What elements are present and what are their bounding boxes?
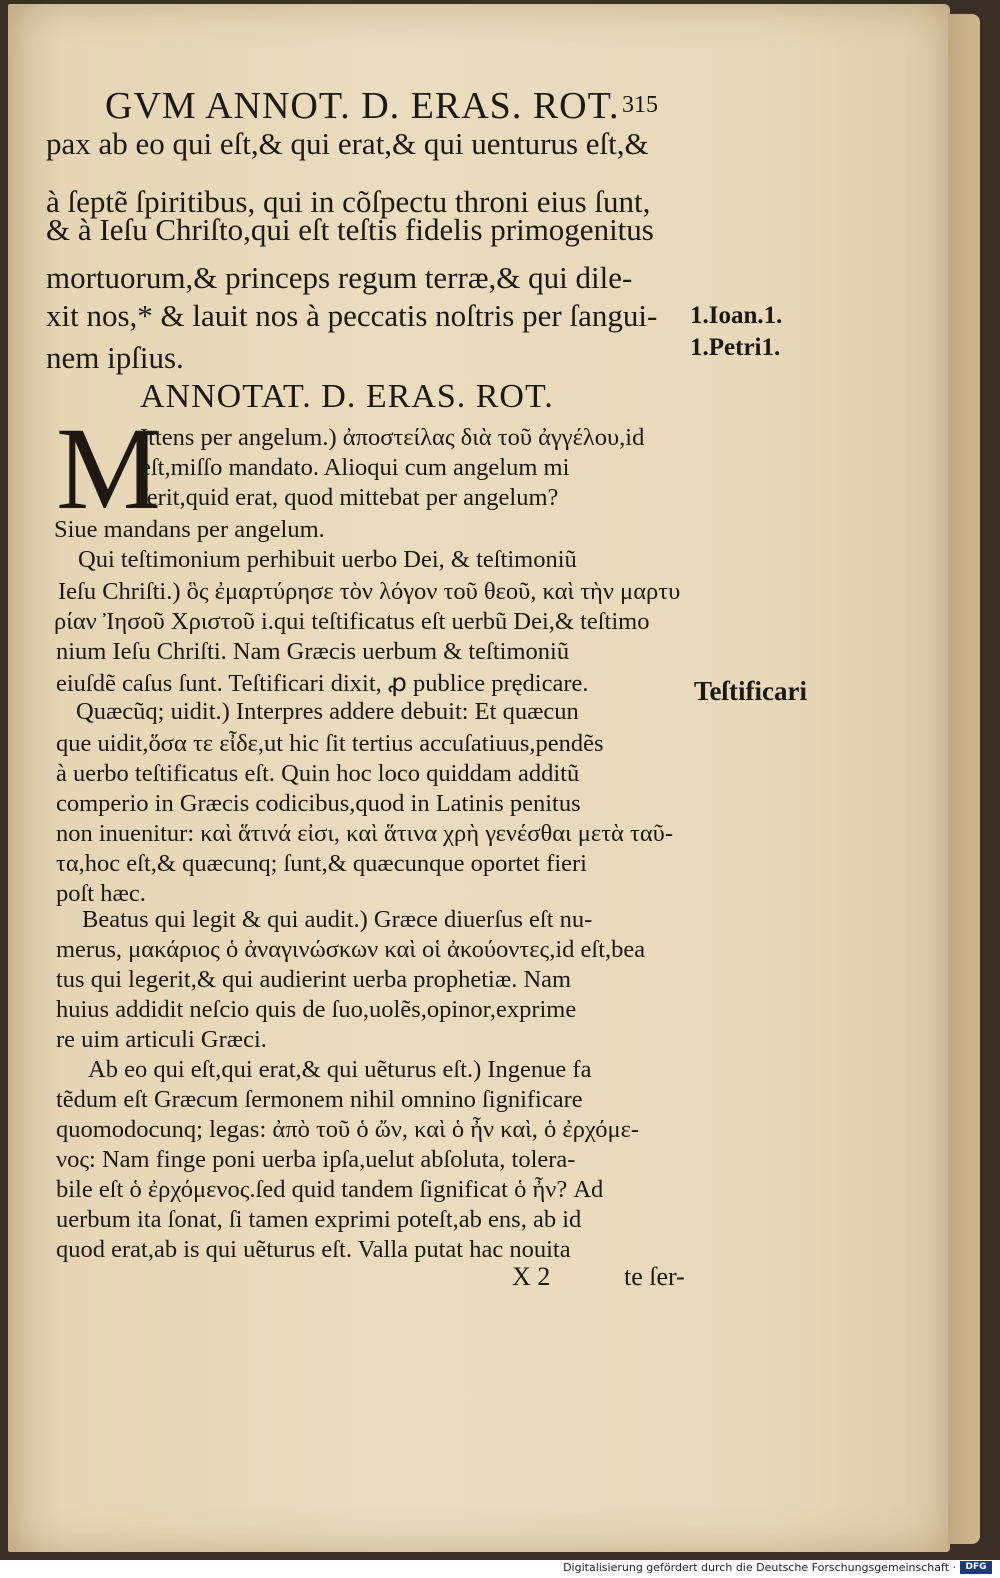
annotation-line: quod erat,ab is qui uẽturus eſt. Valla putat hac nouita: [56, 1236, 571, 1263]
section-title: ANNOTAT. D. ERAS. ROT.: [140, 378, 554, 415]
annotation-line: re uim articuli Græci.: [56, 1026, 267, 1053]
annotation-line: huius addidit neſcio quis de ſuo,uolẽs,opinor,exprime: [56, 996, 577, 1023]
margin-ref-ioan: 1.Ioan.1.: [690, 302, 783, 329]
annotation-line: comperio in Græcis codicibus,quod in Latinis penitus: [56, 790, 581, 817]
drop-cap: M: [56, 403, 161, 534]
catchword: te ſer-: [624, 1262, 685, 1291]
annotation-line: que uidit,ὅσα τε εἶδε,ut hic ſit tertius accuſatiuus,pendẽs: [56, 730, 604, 757]
annotation-line: tus qui legerit,& qui audierint uerba prophetiæ. Nam: [56, 966, 572, 993]
annotation-line: Qui teſtimonium perhibuit uerbo Dei, & teſtimoniũ: [78, 546, 577, 573]
page-edge: [948, 14, 980, 1544]
annotation-line: Quæcũq; uidit.) Interpres addere debuit: Et quæcun: [76, 698, 579, 725]
annotation-line: bile eſt ὁ ἐρχόμενος.ſed quid tandem ſignificat ὁ ἦν? Ad: [56, 1176, 604, 1203]
scripture-line: xit nos,* & lauit nos à peccatis noſtris per ſangui-: [46, 298, 658, 333]
annotation-line: non inuenitur: καὶ ἅτινά εἰσι, καὶ ἅτινα χρὴ γενέσθαι μετὰ ταῦ-: [56, 820, 673, 847]
annotation-line: nium Ieſu Chriſti. Nam Græcis uerbum & teſtimoniũ: [56, 638, 570, 665]
signature-mark: X 2: [512, 1262, 551, 1291]
annotation-line: νος: Nam finge poni uerba ipſa,uelut abſoluta, tolera-: [56, 1146, 576, 1173]
margin-keyword: Teſtificari: [694, 676, 807, 706]
annotation-line: Beatus qui legit & qui audit.) Græce diuerſus eſt nu-: [82, 906, 593, 933]
running-head: GVM ANNOT. D. ERAS. ROT.: [105, 85, 620, 127]
annotation-line: Ab eo qui eſt,qui erat,& qui uẽturus eſt.) Ingenue fa: [88, 1056, 592, 1083]
annotation-line: τα,hoc eſt,& quæcunq; ſunt,& quæcunque oportet fieri: [56, 850, 587, 877]
dfg-logo: DFG: [960, 1561, 992, 1574]
annotation-line: tẽdum eſt Græcum ſermonem nihil omnino ſignificare: [56, 1086, 583, 1113]
scripture-line: nem ipſius.: [46, 340, 184, 375]
scripture-line: & à Ieſu Chriſto,qui eſt teſtis fidelis primogenitus: [46, 212, 654, 247]
annotation-line: eſt,miſſo mandato. Alioqui cum angelum mi: [140, 454, 570, 481]
annotation-line: eiuſdẽ caſus ſunt. Teſtificari dixit, ꝓ publice prędicare.: [56, 670, 589, 697]
annotation-line: uerbum ita ſonat, ſi tamen exprimi poteſt,ab ens, ab id: [56, 1206, 582, 1233]
annotation-line: Ittens per angelum.) ἀποστείλας διὰ τοῦ ἀγγέλου,id: [140, 424, 645, 451]
margin-ref-petri: 1.Petri1.: [690, 334, 781, 361]
annotation-line: quomodocunq; legas: ἀπὸ τοῦ ὁ ὤν, καὶ ὁ ἦν καὶ, ὁ ἐρχόμε-: [56, 1116, 640, 1143]
annotation-line: Siue mandans per angelum.: [54, 516, 325, 543]
footer-credit: Digitalisierung gefördert durch die Deutsche Forschungsgemeinschaft ·: [563, 1561, 956, 1574]
annotation-line: à uerbo teſtificatus eſt. Quin hoc loco quiddam additũ: [56, 760, 580, 787]
annotation-line: ſerit,quid erat, quod mittebat per angelum?: [140, 484, 559, 511]
annotation-line: ρίαν Ἰησοῦ Χριστοῦ i.qui teſtificatus eſt uerbũ Dei,& teſtimo: [54, 608, 650, 635]
page-number: 315: [622, 92, 658, 118]
annotation-line: merus, μακάριος ὁ ἀναγινώσκων καὶ οἱ ἀκούοντες,id eſt,bea: [56, 936, 646, 963]
annotation-line: Ieſu Chriſti.) ὃς ἐμαρτύρησε τὸν λόγον τοῦ θεοῦ, καὶ τὴν μαρτυ: [58, 578, 681, 605]
scripture-line: pax ab eo qui eſt,& qui erat,& qui uenturus eſt,&: [46, 126, 649, 161]
annotation-line: poſt hæc.: [56, 880, 146, 907]
scripture-line: mortuorum,& princeps regum terræ,& qui dile-: [46, 260, 633, 295]
scripture-line: à ſeptẽ ſpiritibus, qui in cõſpectu throni eius ſunt,: [46, 184, 651, 219]
